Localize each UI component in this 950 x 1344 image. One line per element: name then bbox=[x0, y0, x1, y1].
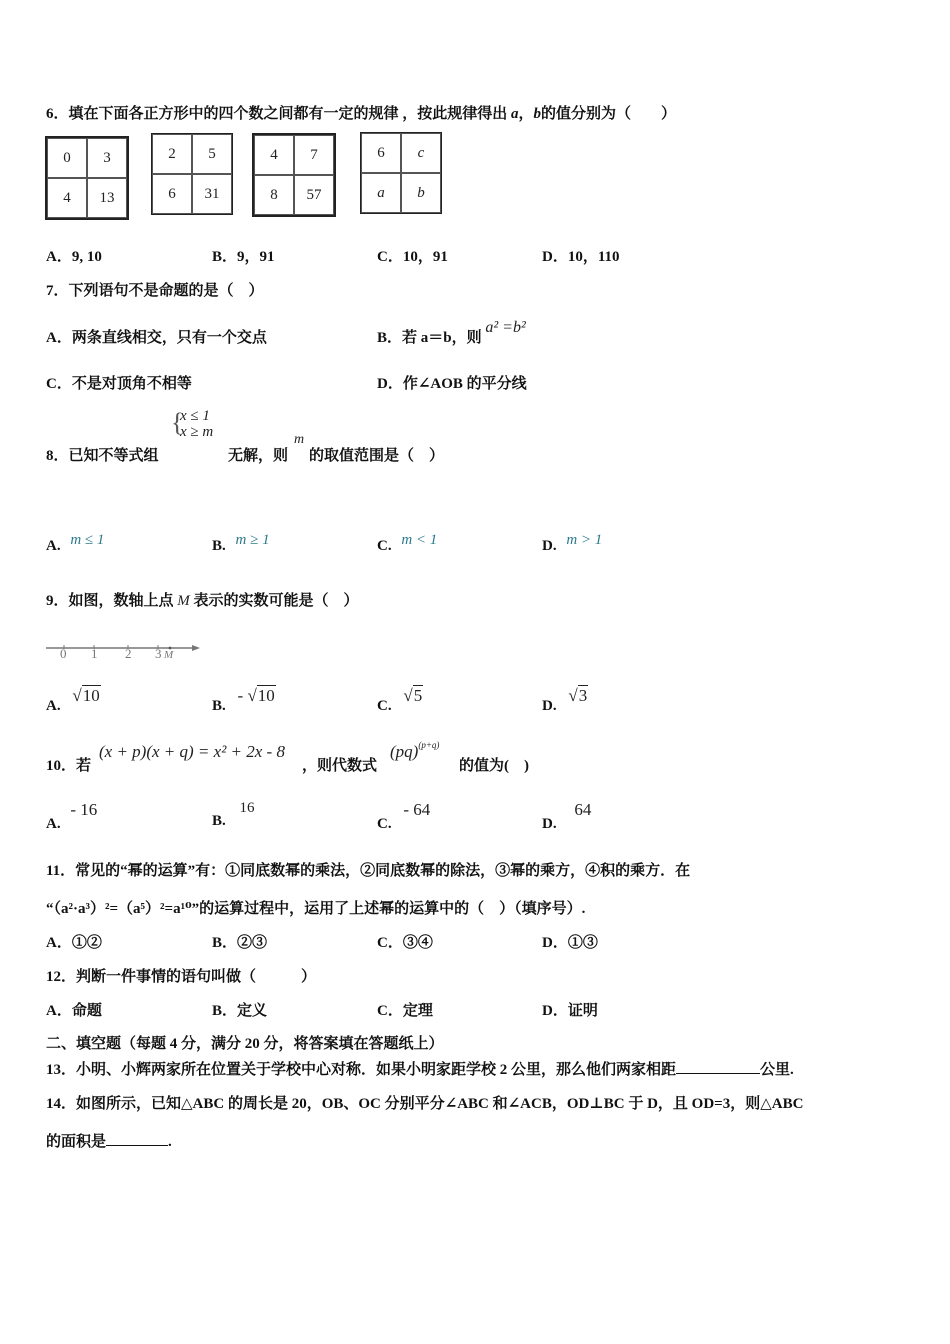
inequality-system bbox=[171, 408, 213, 440]
question-9-text: 9．如图，数轴上点 bbox=[46, 593, 174, 609]
cell: a bbox=[361, 173, 401, 213]
base: (pq) bbox=[390, 742, 419, 761]
axis-label: M bbox=[164, 649, 174, 661]
question-11-option-c[interactable]: C．③④ bbox=[377, 935, 433, 951]
number-square-3 bbox=[252, 133, 336, 217]
cell: 5 bbox=[192, 134, 232, 174]
answer-blank[interactable] bbox=[106, 1145, 168, 1146]
option-label: B. bbox=[212, 698, 226, 714]
question-10-option-b[interactable] bbox=[212, 800, 255, 830]
number-line bbox=[44, 640, 204, 666]
cell: 8 bbox=[254, 175, 294, 215]
number-square-1 bbox=[45, 136, 129, 220]
cell: 6 bbox=[152, 174, 192, 214]
question-11-line-1: 11．常见的“幂的运算”有：①同底数幂的乘法，②同底数幂的除法，③幂的乘方，④积的乘方．在 bbox=[46, 863, 691, 879]
number-line-icon bbox=[44, 640, 204, 666]
question-6-option-b[interactable]: B．9，91 bbox=[212, 249, 275, 265]
separator: ， bbox=[518, 106, 534, 122]
question-11-option-a[interactable]: A．①② bbox=[46, 935, 102, 951]
question-7-option-c[interactable]: C．不是对顶角不相等 bbox=[46, 376, 192, 392]
question-14-line-2 bbox=[46, 1130, 172, 1151]
option-value: 16 bbox=[239, 800, 255, 816]
question-11-option-d[interactable]: D．①③ bbox=[542, 935, 598, 951]
axis-label: 3 bbox=[155, 646, 162, 661]
number-square-4 bbox=[360, 132, 442, 214]
question-12-option-b[interactable]: B．定义 bbox=[212, 1003, 268, 1019]
cell: 0 bbox=[47, 138, 87, 178]
cell: 57 bbox=[294, 175, 334, 215]
question-8-option-d[interactable] bbox=[542, 532, 603, 555]
question-8-stem: 8．已知不等式组 bbox=[46, 448, 159, 464]
question-6-tail: 的值分别为（ ） bbox=[541, 106, 677, 122]
axis-label: 0 bbox=[60, 646, 67, 661]
option-text: B．若 a＝b，则 bbox=[377, 330, 482, 346]
axis-label: 2 bbox=[125, 646, 132, 661]
radicand: 10 bbox=[82, 686, 100, 705]
section-title: 二、填空题（每题 4 分，满分 20 分，将答案填在答题纸上） bbox=[46, 1036, 444, 1052]
cell: 31 bbox=[192, 174, 232, 214]
cell: b bbox=[401, 173, 441, 213]
math-expression: m < 1 bbox=[401, 532, 438, 548]
cell: 2 bbox=[152, 134, 192, 174]
sqrt-expression: √3 bbox=[568, 686, 588, 705]
question-8-option-c[interactable] bbox=[377, 532, 438, 555]
cell: 7 bbox=[294, 135, 334, 175]
cell: 3 bbox=[87, 138, 127, 178]
question-7-option-a[interactable]: A．两条直线相交，只有一个交点 bbox=[46, 330, 267, 346]
question-14-tail: . bbox=[168, 1134, 172, 1150]
question-9-tail: 表示的实数可能是（ ） bbox=[193, 593, 359, 609]
option-label: C. bbox=[377, 538, 392, 554]
question-6-stem bbox=[46, 102, 676, 123]
option-label: D. bbox=[542, 538, 557, 554]
math-expression: m ≥ 1 bbox=[235, 532, 270, 548]
question-8-option-b[interactable] bbox=[212, 532, 270, 555]
question-9-option-c[interactable] bbox=[377, 686, 423, 715]
question-10-option-d[interactable] bbox=[542, 800, 592, 833]
question-11-option-b[interactable]: B．②③ bbox=[212, 935, 268, 951]
option-label: A. bbox=[46, 538, 61, 554]
question-10-option-c[interactable] bbox=[377, 800, 431, 833]
radicand: 5 bbox=[413, 686, 423, 705]
algebraic-expression bbox=[390, 742, 439, 762]
radicand: 3 bbox=[578, 686, 588, 705]
axis-label: 1 bbox=[91, 646, 98, 661]
question-10-tail: 的值为( ) bbox=[459, 758, 529, 774]
math-expression: m > 1 bbox=[566, 532, 603, 548]
sqrt-expression: √10 bbox=[72, 686, 100, 705]
cell: 4 bbox=[254, 135, 294, 175]
question-9-option-b[interactable] bbox=[212, 686, 276, 715]
option-label: B. bbox=[212, 813, 226, 829]
question-6-option-c[interactable]: C．10，91 bbox=[377, 249, 448, 265]
question-13-tail: 公里. bbox=[760, 1062, 794, 1078]
exponent: (p+q) bbox=[418, 740, 440, 750]
question-6-option-a[interactable]: A．9, 10 bbox=[46, 249, 102, 265]
option-label: C. bbox=[377, 816, 392, 832]
option-label: D. bbox=[542, 698, 557, 714]
option-label: D. bbox=[542, 816, 557, 832]
question-9-option-a[interactable] bbox=[46, 686, 101, 715]
option-label: A. bbox=[46, 816, 61, 832]
radicand: 10 bbox=[257, 686, 275, 705]
option-value: - 16 bbox=[70, 800, 98, 819]
question-12-option-c[interactable]: C．定理 bbox=[377, 1003, 433, 1019]
math-expression: a² =b² bbox=[485, 319, 526, 336]
question-9-stem bbox=[46, 589, 359, 610]
number-square-2 bbox=[151, 133, 233, 215]
option-label: A. bbox=[46, 698, 61, 714]
variable-a: a bbox=[511, 106, 519, 122]
question-14-line-1: 14．如图所示，已知△ABC 的周长是 20，OB、OC 分别平分∠ABC 和∠ACB，OD⊥BC 于 D，且 OD=3，则△ABC bbox=[46, 1096, 804, 1112]
option-value: 64 bbox=[574, 800, 592, 819]
equation: (x + p)(x + q) = x² + 2x - 8 bbox=[99, 742, 285, 761]
question-14-text: 的面积是 bbox=[46, 1134, 107, 1150]
cell: 4 bbox=[47, 178, 87, 218]
answer-blank[interactable] bbox=[676, 1073, 760, 1074]
option-label: C. bbox=[377, 698, 392, 714]
inequality-line-1: x ≤ 1 bbox=[180, 408, 210, 424]
cell: 6 bbox=[361, 133, 401, 173]
question-7-option-b[interactable] bbox=[377, 319, 526, 347]
question-10-mid: ，则代数式 bbox=[302, 758, 378, 774]
sqrt-expression: √5 bbox=[403, 686, 423, 705]
question-7-option-d[interactable]: D．作∠AOB 的平分线 bbox=[377, 376, 527, 392]
question-8-option-a[interactable] bbox=[46, 532, 105, 555]
question-10-option-a[interactable] bbox=[46, 800, 98, 833]
question-8-tail: 的取值范围是（ ） bbox=[309, 448, 445, 464]
question-11-line-2: “（a²·a³）²=（a⁵）²=a¹⁰”的运算过程中，运用了上述幂的运算中的（ ）（填序号）. bbox=[46, 901, 586, 917]
math-expression: m ≤ 1 bbox=[70, 532, 105, 548]
question-13 bbox=[46, 1058, 794, 1079]
question-6-text: 6．填在下面各正方形中的四个数之间都有一定的规律 ，按此规律得出 bbox=[46, 106, 508, 122]
question-6-option-d[interactable]: D．10，110 bbox=[542, 249, 620, 265]
inequality-line-2: x ≥ m bbox=[180, 424, 214, 440]
cell: c bbox=[401, 133, 441, 173]
cell: 13 bbox=[87, 178, 127, 218]
variable-b: b bbox=[533, 106, 542, 122]
question-9-option-d[interactable] bbox=[542, 686, 588, 715]
option-label: B. bbox=[212, 538, 226, 554]
sign: - bbox=[237, 686, 248, 705]
variable-M: M bbox=[177, 593, 190, 609]
question-13-text: 13．小明、小辉两家所在位置关于学校中心对称．如果小明家距学校 2 公里，那么他们两家相距 bbox=[46, 1062, 677, 1078]
question-7-stem: 7．下列语句不是命题的是（ ） bbox=[46, 283, 264, 299]
question-8-mid: 无解，则 bbox=[228, 448, 289, 464]
question-12-option-d[interactable]: D．证明 bbox=[542, 1003, 598, 1019]
brace-icon: { bbox=[171, 408, 184, 437]
question-12-option-a[interactable]: A．命题 bbox=[46, 1003, 102, 1019]
question-10-stem: 10．若 bbox=[46, 758, 92, 774]
variable-m: m bbox=[294, 432, 305, 447]
option-value: - 64 bbox=[403, 800, 431, 819]
question-12-stem: 12．判断一件事情的语句叫做（ ） bbox=[46, 969, 317, 985]
sqrt-expression: - √10 bbox=[237, 686, 275, 705]
